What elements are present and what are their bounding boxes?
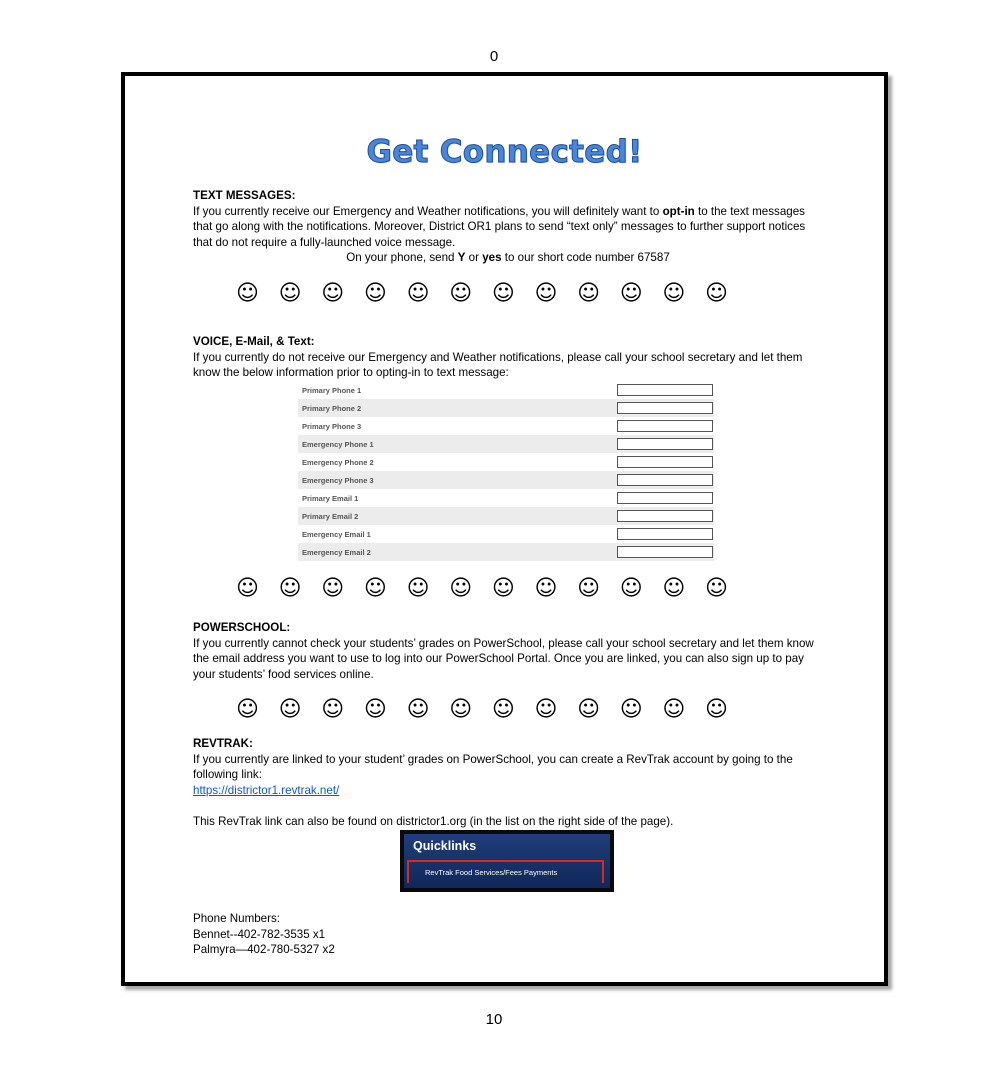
contact-field-label: Primary Email 1 [302,493,359,503]
smiley-icon: ☺ [363,697,387,722]
instruction-part: or [465,251,483,264]
powerschool-section [193,620,823,682]
phone-palmyra: Palmyra—402-780-5327 x2 [193,943,335,956]
smiley-icon: ☺ [577,576,601,601]
contact-field-input[interactable] [617,384,713,396]
smiley-icon: ☺ [449,576,473,601]
contact-field-input[interactable] [617,528,713,540]
smiley-icon: ☺ [491,281,515,306]
smiley-icon: ☺ [577,281,601,306]
smiley-icon: ☺ [491,697,515,722]
quicklinks-revtrak-item[interactable] [407,860,604,883]
phone-numbers-section [193,911,823,958]
contact-field-label: Emergency Phone 1 [302,439,374,449]
smiley-divider [236,698,728,722]
text-messages-body-part: If you currently receive our Emergency and Weather notifications, you will definitely want to [193,204,663,218]
contact-info-table [298,381,714,561]
quicklinks-title: Quicklinks [413,839,477,853]
smiley-icon: ☺ [236,697,259,722]
smiley-icon: ☺ [534,281,558,306]
contact-field-row [298,399,714,417]
contact-field-row [298,525,714,543]
contact-field-label: Emergency Phone 3 [302,475,374,485]
smiley-icon: ☺ [491,576,515,601]
revtrak-body: If you currently are linked to your student’ grades on PowerSchool, you can create a RevTrak account by going to the following link: [193,752,793,781]
contact-field-label: Emergency Email 1 [302,529,371,539]
phone-bennet: Bennet--402-782-3535 x1 [193,927,326,941]
contact-field-input[interactable] [617,420,713,432]
contact-field-label: Emergency Phone 2 [302,457,374,467]
opt-in-emphasis: opt-in [662,204,695,218]
text-messages-body [193,204,823,251]
contact-field-input[interactable] [617,546,713,558]
smiley-icon: ☺ [278,576,302,601]
contact-field-row [298,471,714,489]
quicklinks-item-label: RevTrak Food Services/Fees Payments [425,868,558,877]
smiley-icon: ☺ [406,576,430,601]
powerschool-body: If you currently cannot check your students’ grades on PowerSchool, please call your school secretary and let them know the email address you want to use to log into our PowerSchool Portal. Once you are linked, you can also sign up to pay your students’ food services online. [193,636,814,681]
smiley-icon: ☺ [619,697,643,722]
smiley-icon: ☺ [705,281,728,306]
smiley-icon: ☺ [662,697,686,722]
page-title: Get Connected! [366,134,643,170]
smiley-icon: ☺ [236,281,259,306]
instruction-part: to our short code number 67587 [501,251,670,264]
smiley-icon: ☺ [321,697,345,722]
smiley-icon: ☺ [619,576,643,601]
contact-field-label: Primary Email 2 [302,511,359,521]
revtrak-section [193,736,823,829]
page-number-bottom: 10 [485,1011,503,1028]
contact-field-row [298,453,714,471]
instruction-y: Y [457,251,466,264]
smiley-icon: ☺ [363,576,387,601]
revtrak-heading: REVTRAK: [193,737,253,750]
contact-field-label: Primary Phone 3 [302,421,362,431]
page-number-top: 0 [489,48,499,65]
text-messages-body-part: to the text messages that go along with the notifications. Moreover, District OR1 plans to send “text only” messages to further support notices that do not require a fully-launched voice message. [193,204,806,249]
smiley-icon: ☺ [662,281,686,306]
voice-heading: VOICE, E-Mail, & Text: [193,335,315,348]
contact-field-row [298,381,714,399]
short-code-instruction [193,250,823,266]
smiley-icon: ☺ [705,576,728,601]
contact-field-input[interactable] [617,438,713,450]
smiley-icon: ☺ [449,281,473,306]
smiley-icon: ☺ [705,697,728,722]
contact-field-input[interactable] [617,492,713,504]
smiley-icon: ☺ [449,697,473,722]
contact-field-input[interactable] [617,474,713,486]
contact-field-input[interactable] [617,456,713,468]
smiley-icon: ☺ [278,697,302,722]
contact-field-row [298,489,714,507]
contact-field-input[interactable] [617,510,713,522]
voice-body: If you currently do not receive our Emergency and Weather notifications, please call your school secretary and let them know the below information prior to opting-in to text message: [193,350,803,379]
smiley-divider [236,282,728,306]
smiley-icon: ☺ [321,576,345,601]
contact-field-input[interactable] [617,402,713,414]
smiley-icon: ☺ [321,281,345,306]
instruction-part: On your phone, send [346,251,458,264]
quicklinks-inner [404,834,610,888]
contact-field-row [298,435,714,453]
revtrak-link[interactable]: https://districtor1.revtrak.net/ [193,783,340,797]
smiley-icon: ☺ [577,697,601,722]
revtrak-note: This RevTrak link can also be found on districtor1.org (in the list on the right side of the page). [193,814,674,828]
contact-field-label: Emergency Email 2 [302,547,371,557]
flyer-frame [121,72,888,986]
contact-field-row [298,507,714,525]
text-messages-heading: TEXT MESSAGES: [193,189,296,202]
voice-section [193,334,823,381]
smiley-icon: ☺ [534,697,558,722]
smiley-icon: ☺ [406,697,430,722]
phone-numbers-heading: Phone Numbers: [193,912,280,925]
contact-field-label: Primary Phone 1 [302,385,362,395]
powerschool-heading: POWERSCHOOL: [193,621,291,634]
smiley-icon: ☺ [662,576,686,601]
smiley-icon: ☺ [619,281,643,306]
smiley-icon: ☺ [406,281,430,306]
smiley-icon: ☺ [534,576,558,601]
contact-field-row [298,417,714,435]
text-messages-section [193,188,823,266]
smiley-icon: ☺ [363,281,387,306]
contact-field-label: Primary Phone 2 [302,403,362,413]
contact-field-row [298,543,714,561]
smiley-icon: ☺ [236,576,259,601]
smiley-divider [236,577,728,601]
instruction-yes: yes [482,251,502,264]
smiley-icon: ☺ [278,281,302,306]
quicklinks-panel [400,830,614,892]
